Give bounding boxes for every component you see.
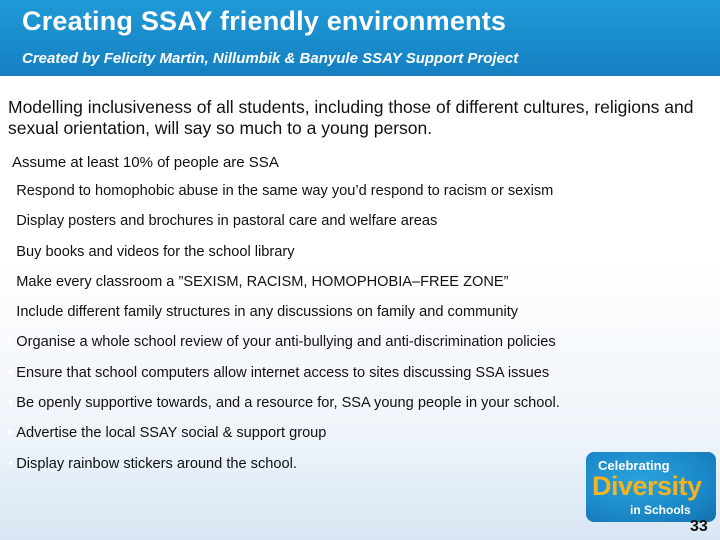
bullet-text: Display posters and brochures in pastoral care and welfare areas (16, 213, 438, 230)
list-item (8, 364, 713, 394)
logo-main-text: Diversity (592, 471, 702, 501)
bullet-text: Ensure that school computers allow internet access to sites discussing SSA issues (16, 364, 550, 381)
list-item (8, 273, 713, 303)
bullet-icon: • (8, 212, 14, 230)
intro-paragraph: Modelling inclusiveness of all students, including those of different cultures, religions and sexual orientation, will say so much to a young person. (8, 97, 694, 138)
list-item (8, 303, 713, 333)
bullet-text: Advertise the local SSAY social & support group (16, 425, 327, 442)
bullet-text: Be openly supportive towards, and a resource for, SSA young people in your school. (16, 395, 560, 412)
bullet-text: Make every classroom a ”SEXISM, RACISM, HOMOPHOBIA–FREE ZONE” (16, 273, 509, 290)
bullet-text: Respond to homophobic abuse in the same way you’d respond to racism or sexism (16, 183, 554, 199)
bullet-icon: • (8, 394, 14, 412)
list-item (8, 243, 713, 273)
bullet-icon: • (8, 454, 14, 472)
list-item (8, 424, 713, 454)
bullet-text: Organise a whole school review of your anti-bullying and anti-discrimination policies (16, 334, 556, 351)
list-item (8, 182, 713, 212)
list-item (8, 333, 713, 363)
bullet-icon: • (8, 424, 14, 442)
bullet-text: Include different family structures in any discussions on family and community (16, 304, 519, 321)
celebrating-diversity-logo (586, 452, 716, 522)
slide-title: Creating SSAY friendly environments (22, 6, 507, 36)
bullet-icon: • (8, 363, 14, 381)
bullet-icon: • (8, 242, 14, 260)
bullet-icon: • (8, 333, 14, 351)
page-number: 33 (690, 518, 708, 535)
bullet-list (8, 182, 713, 485)
logo-top-text: Celebrating (598, 458, 670, 473)
bullet-icon: • (8, 182, 14, 199)
bullet-icon: • (8, 303, 14, 321)
bullet-text: Display rainbow stickers around the school. (16, 455, 297, 472)
slide-subtitle: Created by Felicity Martin, Nillumbik & Banyule SSAY Support Project (22, 50, 519, 67)
assume-statement: Assume at least 10% of people are SSA (12, 154, 279, 171)
logo-bottom-text: in Schools (630, 503, 691, 517)
list-item (8, 212, 713, 242)
bullet-text: Buy books and videos for the school library (16, 243, 295, 260)
title-banner (0, 0, 720, 76)
list-item (8, 394, 713, 424)
bullet-icon: • (8, 272, 14, 290)
